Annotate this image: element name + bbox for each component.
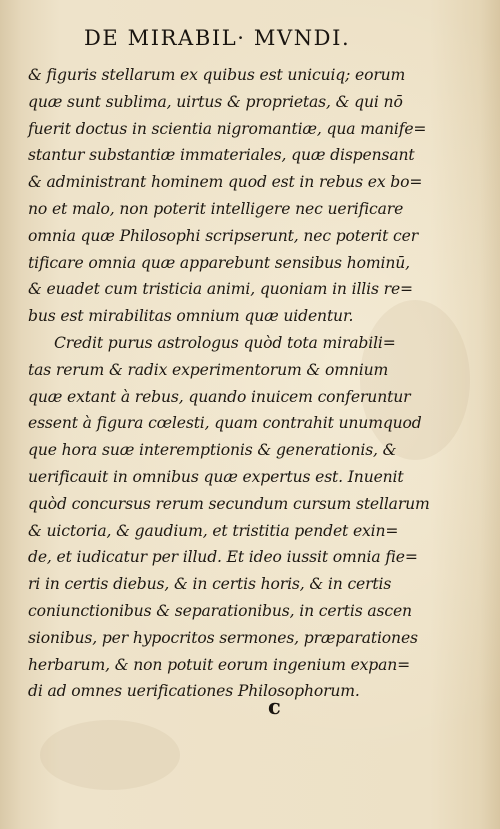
text-line: fuerit doctus in scientia nigromantiæ, qua manife= [28,119,427,138]
text-line: sionibus, per hypocritos sermones, præparationes [28,628,418,647]
signature-mark: c [268,694,281,719]
paper-stain [40,720,180,790]
text-line: & uictoria, & gaudium, et tristitia pendet exin= [28,521,399,540]
text-line: omnia quæ Philosophi scripserunt, nec poterit cer [28,226,419,245]
body-text [28,62,430,705]
text-line: & euadet cum tristicia animi, quoniam in illis re= [28,280,413,299]
text-line: tas rerum & radix experimentorum & omnium [28,360,389,379]
text-line: herbarum, & non potuit eorum ingenium expan= [28,655,411,674]
paper-stain [360,300,470,460]
text-line: di ad omnes uerificationes Philosophorum. [28,682,360,701]
text-line: ri in certis diebus, & in certis horis, & in certis [28,575,392,594]
text-line: quòd concursus rerum secundum cursum stellarum [28,494,430,513]
text-line: Credit purus astrologus quòd tota mirabili= [54,333,396,352]
text-line: essent à figura cœlesti, quam contrahit unumquod [28,414,422,433]
text-line: & administrant hominem quod est in rebus ex bo= [28,173,423,192]
text-line: tificare omnia quæ apparebunt sensibus hominū, [28,253,410,272]
text-line: quæ extant à rebus, quando inuicem conferuntur [28,387,411,406]
text-line: uerificauit in omnibus quæ expertus est. Inuenit [28,467,404,486]
paragraph [28,330,430,705]
paragraph [28,62,427,330]
running-head: DE MIRABIL· MVNDI. [84,26,351,50]
text-line: & figuris stellarum ex quibus est unicuiq; eorum [28,66,406,84]
text-line: quæ sunt sublima, uirtus & proprietas, & qui nō [28,92,403,111]
text-line: coniunctionibus & separationibus, in certis ascen [28,601,412,620]
text-line: de, et iudicatur per illud. Et ideo iussit omnia fie= [28,548,418,567]
text-line: que hora suæ interemptionis & generationis, & [28,441,397,460]
text-line: bus est mirabilitas omnium quæ uidentur. [28,307,354,326]
text-line: stantur substantiæ immateriales, quæ dispensant [28,146,415,165]
text-line: no et malo, non poterit intelligere nec uerificare [28,199,404,218]
